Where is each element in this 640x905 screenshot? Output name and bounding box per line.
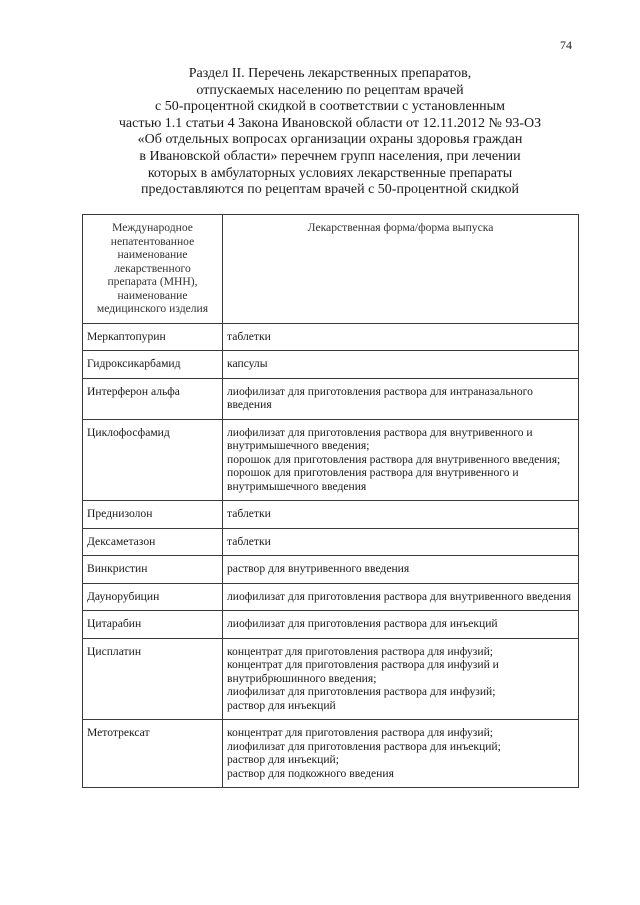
dosage-form-line: таблетки xyxy=(227,507,271,520)
drug-name-cell: Винкристин xyxy=(83,556,223,584)
table-row xyxy=(83,638,579,720)
dosage-form-line: таблетки xyxy=(227,329,271,343)
table-row xyxy=(83,419,579,501)
drug-name-cell: Даунорубицин xyxy=(83,583,223,611)
dosage-form-cell xyxy=(223,528,579,556)
drug-name-cell: Циклофосфамид xyxy=(83,419,223,501)
drug-name-cell: Цисплатин xyxy=(83,638,223,720)
drug-name-cell: Цитарабин xyxy=(83,611,223,639)
drug-name-cell: Меркаптопурин xyxy=(83,323,223,351)
drug-name-cell: Преднизолон xyxy=(83,501,223,529)
header-line: наименование xyxy=(117,288,188,302)
page-number: 74 xyxy=(560,38,572,52)
dosage-form-cell xyxy=(223,323,579,351)
drug-name-cell: Метотрексат xyxy=(83,720,223,788)
dosage-form-cell xyxy=(223,720,579,788)
table-row xyxy=(83,583,579,611)
dosage-form-line: лиофилизат для приготовления раствора для интраназального введения xyxy=(227,384,533,411)
heading-line: которых в амбулаторных условиях лекарственные препараты xyxy=(147,165,513,181)
dosage-form-cell xyxy=(223,501,579,529)
header-line: непатентованное xyxy=(110,234,195,248)
drug-name-cell: Гидроксикарбамид xyxy=(83,351,223,379)
dosage-form-line: лиофилизат для приготовления раствора для инфузий; xyxy=(227,685,496,698)
dosage-form-cell xyxy=(223,583,579,611)
dosage-form-line: раствор для инъекций; xyxy=(227,753,339,766)
dosage-form-cell xyxy=(223,556,579,584)
heading-line: частью 1.1 статьи 4 Закона Ивановской области от 12.11.2012 № 93-ОЗ xyxy=(118,115,542,131)
drug-list-table xyxy=(82,214,579,788)
header-line: наименование xyxy=(117,248,188,261)
dosage-form-line: концентрат для приготовления раствора для инфузий и внутрибрюшинного введения; xyxy=(227,658,499,685)
header-line: препарата (МНН), xyxy=(107,275,198,288)
dosage-form-line: концентрат для приготовления раствора для инфузий; xyxy=(227,644,493,658)
heading-line: предоставляются по рецептам врачей с 50-процентной скидкой xyxy=(141,182,519,198)
drug-name-cell: Интерферон альфа xyxy=(83,378,223,419)
table-row xyxy=(83,720,579,788)
dosage-form-line: порошок для приготовления раствора для внутривенного введения; xyxy=(227,452,561,466)
dosage-form-cell xyxy=(223,378,579,419)
dosage-form-line: раствор для инъекций xyxy=(227,698,336,712)
header-line: Международное xyxy=(112,221,193,234)
dosage-form-cell xyxy=(223,611,579,639)
dosage-form-line: порошок для приготовления раствора для внутривенного и внутримышечного введения xyxy=(227,466,519,493)
heading-line: Раздел II. Перечень лекарственных препаратов, xyxy=(188,66,472,81)
dosage-form-line: лиофилизат для приготовления раствора для внутривенного введения xyxy=(227,589,572,603)
table-row xyxy=(83,556,579,584)
dosage-form-line: концентрат для приготовления раствора для инфузий; xyxy=(227,726,493,739)
dosage-form-line: капсулы xyxy=(227,357,268,370)
table-row xyxy=(83,611,579,639)
header-line: лекарственного xyxy=(114,261,191,275)
drug-name-cell: Дексаметазон xyxy=(83,528,223,556)
header-line: медицинского изделия xyxy=(96,302,209,315)
dosage-form-cell xyxy=(223,351,579,379)
section-heading xyxy=(80,66,580,199)
dosage-form-line: раствор для подкожного введения xyxy=(227,766,394,780)
table-row xyxy=(83,378,579,419)
table-row xyxy=(83,351,579,379)
header-dosage-form: Лекарственная форма/форма выпуска xyxy=(223,215,579,324)
table-row xyxy=(83,528,579,556)
dosage-form-line: лиофилизат для приготовления раствора для инъекций xyxy=(227,617,498,630)
heading-line: с 50-процентной скидкой в соответствии с установленным xyxy=(155,99,505,115)
table-header-row xyxy=(83,215,579,324)
table-row xyxy=(83,323,579,351)
heading-line: отпускаемых населению по рецептам врачей xyxy=(196,82,464,98)
table-row xyxy=(83,501,579,529)
dosage-form-cell xyxy=(223,638,579,720)
dosage-form-cell xyxy=(223,419,579,501)
heading-line: в Ивановской области» перечнем групп населения, при лечении xyxy=(139,148,521,164)
dosage-form-line: таблетки xyxy=(227,534,271,548)
dosage-form-line: лиофилизат для приготовления раствора для инъекций; xyxy=(227,739,501,753)
heading-line: «Об отдельных вопросах организации охраны здоровья граждан xyxy=(137,132,523,148)
dosage-form-line: раствор для внутривенного введения xyxy=(227,562,410,575)
header-inn-name xyxy=(83,215,223,324)
dosage-form-line: лиофилизат для приготовления раствора для внутривенного и внутримышечного введения; xyxy=(227,425,533,452)
